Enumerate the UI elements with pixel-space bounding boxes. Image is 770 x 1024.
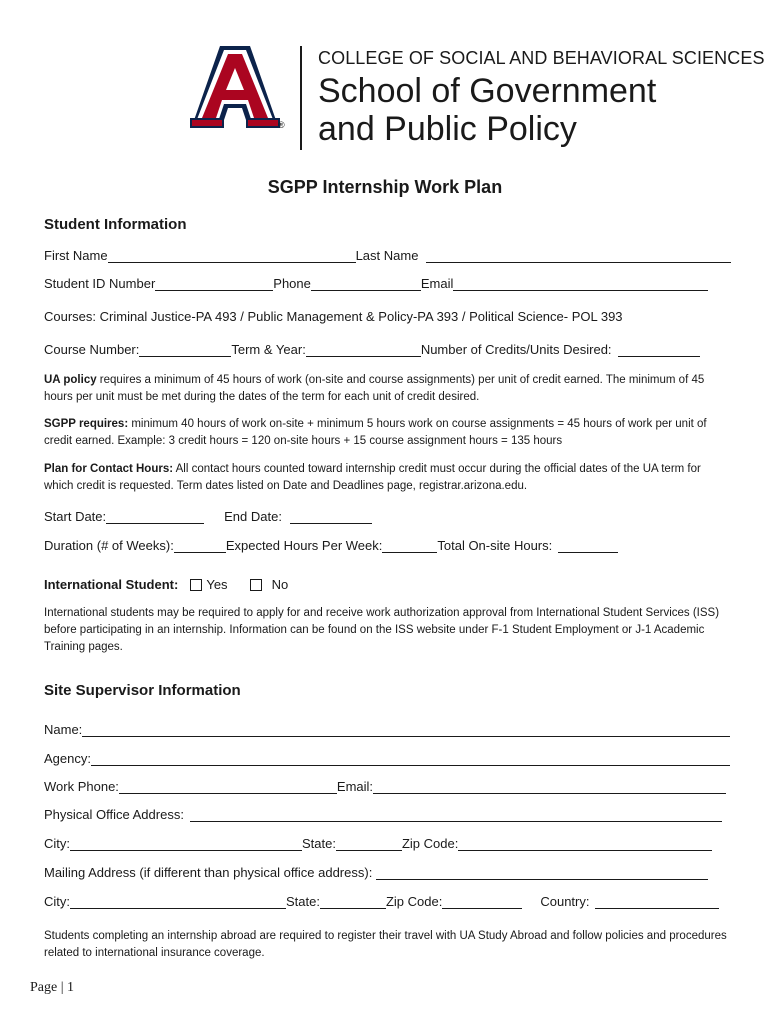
email-label: Email [420,276,454,291]
sgpp-requires-text [44,416,724,450]
no-option[interactable] [250,577,289,592]
international-row [44,577,288,592]
physical-address-row [44,807,722,822]
student-id-label: Student ID Number [44,276,156,291]
supervisor-email-label: Email: [336,779,374,794]
phone-label: Phone [273,276,311,291]
supervisor-name-label: Name: [44,722,83,737]
school-name [318,72,656,148]
mailing-state-label: State: [286,894,320,909]
work-phone-field[interactable] [119,779,337,794]
end-date-field[interactable] [290,509,372,524]
work-phone-label: Work Phone: [44,779,119,794]
registered-mark: ® [278,120,285,130]
contact-hours-text [44,461,724,495]
first-name-label: First Name [44,248,108,263]
total-hours-label: Total On-site Hours: [437,538,553,553]
supervisor-info-heading: Site Supervisor Information [44,682,241,699]
mailing-state-field[interactable] [320,894,386,909]
yes-checkbox[interactable] [190,579,202,591]
work-phone-row [44,779,726,794]
dates-row [44,509,372,524]
city-state-zip-row [44,836,712,851]
university-a-logo [190,46,280,130]
expected-hours-label: Expected Hours Per Week: [225,538,383,553]
college-name: COLLEGE OF SOCIAL AND BEHAVIORAL SCIENCES [318,48,765,68]
supervisor-name-row [44,722,730,737]
end-date-label: End Date: [224,509,282,524]
start-date-label: Start Date: [44,509,107,524]
mailing-city-row [44,894,719,909]
school-name-line-2: and Public Policy [318,110,577,148]
no-label: No [271,577,289,592]
physical-address-label: Physical Office Address: [44,807,184,822]
physical-address-field[interactable] [190,807,722,822]
course-number-field[interactable] [139,342,231,357]
supervisor-name-field[interactable] [82,722,730,737]
page-title: SGPP Internship Work Plan [267,177,503,197]
mailing-city-field[interactable] [70,894,286,909]
duration-field[interactable] [174,538,226,553]
mailing-address-row [44,865,708,880]
first-name-field[interactable] [108,248,356,263]
courses-text [44,309,623,324]
duration-label: Duration (# of Weeks): [44,538,174,553]
ua-policy-body: requires a minimum of 45 hours of work (on-site and course assignments) per unit of credit earned. The minimum of 45 hours per unit must be met during the dates of the term for each unit of credit desired. [44,374,705,403]
hours-row [44,538,618,553]
header-divider [300,46,302,150]
term-year-field[interactable] [306,342,421,357]
mailing-address-label: Mailing Address (if different than physical office address): [44,865,373,880]
mailing-address-field[interactable] [376,865,708,880]
school-name-line-1: School of Government [318,72,657,110]
supervisor-email-field[interactable] [373,779,726,794]
start-date-field[interactable] [106,509,204,524]
country-field[interactable] [595,894,719,909]
sgpp-requires-body: minimum 40 hours of work on-site + minimum 5 hours work on course assignments = 45 hours of work per unit of credit earned. Example: 3 credit hours = 120 on-site hours + 15 course assignment hours = 135 hours [44,418,707,447]
course-row [44,342,700,357]
page-number: Page | 1 [30,980,75,995]
contact-hours-body: All contact hours counted toward internship credit must occur during the official dates of the UA term for which credit is requested. Term dates listed on Date and Deadlines page, registrar.arizona.edu. [44,463,701,492]
country-label: Country: [540,894,590,909]
agency-field[interactable] [91,751,730,766]
city-field[interactable] [70,836,302,851]
yes-option[interactable] [190,577,227,592]
term-year-label: Term & Year: [231,342,306,357]
id-row [44,276,708,291]
international-notice: International students may be required to apply for and receive work authorization approval from International Student Services (ISS) before participating in an internship. Information can be found on the ISS website under F-1 Student Employment or J-1 Academic Training pages. [44,607,720,653]
agency-row [44,751,730,766]
ua-policy-text [44,372,724,406]
courses-label: Courses: Criminal Justice-PA 493 / Public Management & Policy-PA 393 / Political Science- POL 393 [44,309,623,324]
mailing-city-label: City: [44,894,70,909]
ua-policy-label: UA policy [44,374,97,386]
no-checkbox[interactable] [250,579,262,591]
zip-field[interactable] [458,836,712,851]
course-number-label: Course Number: [44,342,140,357]
state-field[interactable] [336,836,402,851]
city-label: City: [44,836,70,851]
name-row [44,248,731,263]
total-hours-field[interactable] [558,538,618,553]
last-name-label: Last Name [355,248,419,263]
international-label: International Student: [44,577,179,593]
email-field[interactable] [453,276,708,291]
credits-label: Number of Credits/Units Desired: [420,342,612,357]
expected-hours-field[interactable] [382,538,437,553]
student-id-field[interactable] [155,276,273,291]
yes-label: Yes [206,577,228,592]
agency-label: Agency: [44,751,91,766]
last-name-field[interactable] [426,248,731,263]
mailing-zip-field[interactable] [442,894,522,909]
contact-hours-label: Plan for Contact Hours: [44,463,174,475]
mailing-zip-label: Zip Code: [385,894,443,909]
state-label: State: [302,836,336,851]
credits-field[interactable] [618,342,700,357]
sgpp-requires-label: SGPP requires: [44,418,129,430]
study-abroad-notice: Students completing an internship abroad are required to register their travel with UA Study Abroad and follow policies and procedures related to international insurance coverage. [44,930,727,959]
phone-field[interactable] [311,276,421,291]
student-info-heading: Student Information [44,216,187,233]
zip-label: Zip Code: [401,836,459,851]
